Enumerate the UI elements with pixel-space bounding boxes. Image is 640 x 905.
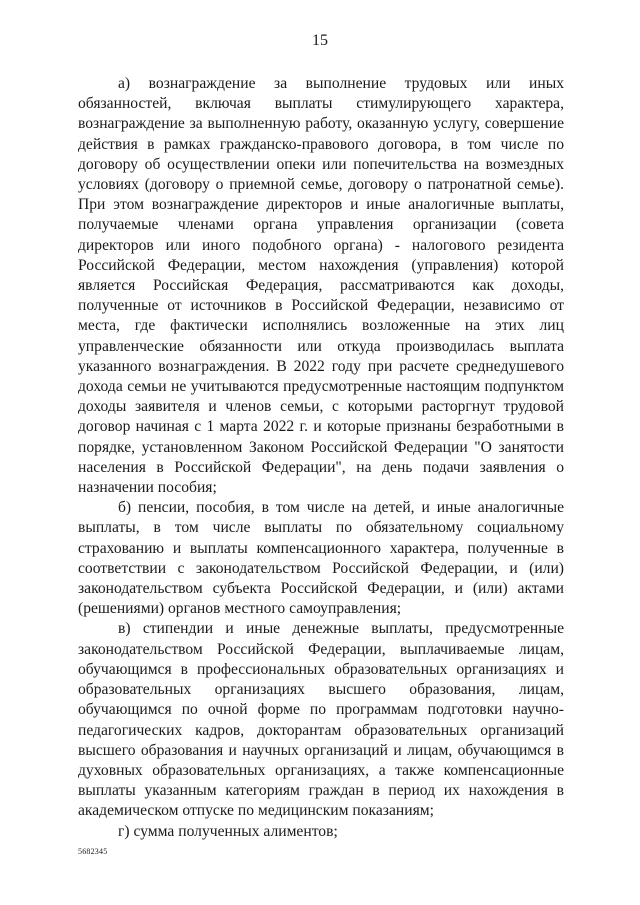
- paragraph-v: в) стипендии и иные денежные выплаты, предусмотренные законодательством Российской Федерации, выплачиваемые лицам, обучающимся в профессиональных образовательных организациях и образовательных организациях высшего образования, лицам, обучающимся по очной форме по программам подготовки научно-педагогических кадров, докторантам образовательных организаций высшего образования и научных организаций и лицам, обучающимся в духовных образовательных организациях, а также компенсационные выплаты указанным категориям граждан в период их нахождения в академическом отпуске по медицинским показаниям;: [78, 620, 564, 820]
- page-number: 15: [312, 32, 328, 49]
- document-body: [78, 74, 564, 842]
- paragraph-a: а) вознаграждение за выполнение трудовых или иных обязанностей, включая выплаты стимулирующего характера, вознаграждение за выполненную работу, оказанную услугу, совершение действия в рамках гражданско-правового договора, в том числе по договору об осуществлении опеки или попечительства на возмездных условиях (договору о приемной семье, договору о патронатной семье). При этом вознаграждение директоров и иные аналогичные выплаты, получаемые членами органа управления организации (совета директоров или иного подобного органа) - налогового резидента Российской Федерации, местом нахождения (управления) которой является Российская Федерация, рассматриваются как доходы, полученные от источников в Российской Федерации, независимо от места, где фактически исполнялись возложенные на этих лиц управленческие обязанности или откуда производилась выплата указанного вознаграждения. В 2022 году при расчете среднедушевого дохода семьи не учитываются предусмотренные настоящим подпунктом доходы заявителя и членов семьи, с которыми расторгнут трудовой договор начиная с 1 марта 2022 г. и которые признаны безработными в порядке, установленном Законом Российской Федерации "О занятости населения в Российской Федерации", на день подачи заявления о назначении пособия;: [78, 75, 564, 497]
- paragraph-g: г) сумма полученных алиментов;: [118, 822, 338, 840]
- paragraph-b: б) пенсии, пособия, в том числе на детей, и иные аналогичные выплаты, в том числе выплаты по обязательному социальному страхованию и выплаты компенсационного характера, полученные в соответствии с законодательством Российской Федерации, и (или) законодательством субъекта Российской Федерации, и (или) актами (решениями) органов местного самоуправления;: [78, 499, 564, 618]
- document-code: 5682345: [78, 847, 108, 856]
